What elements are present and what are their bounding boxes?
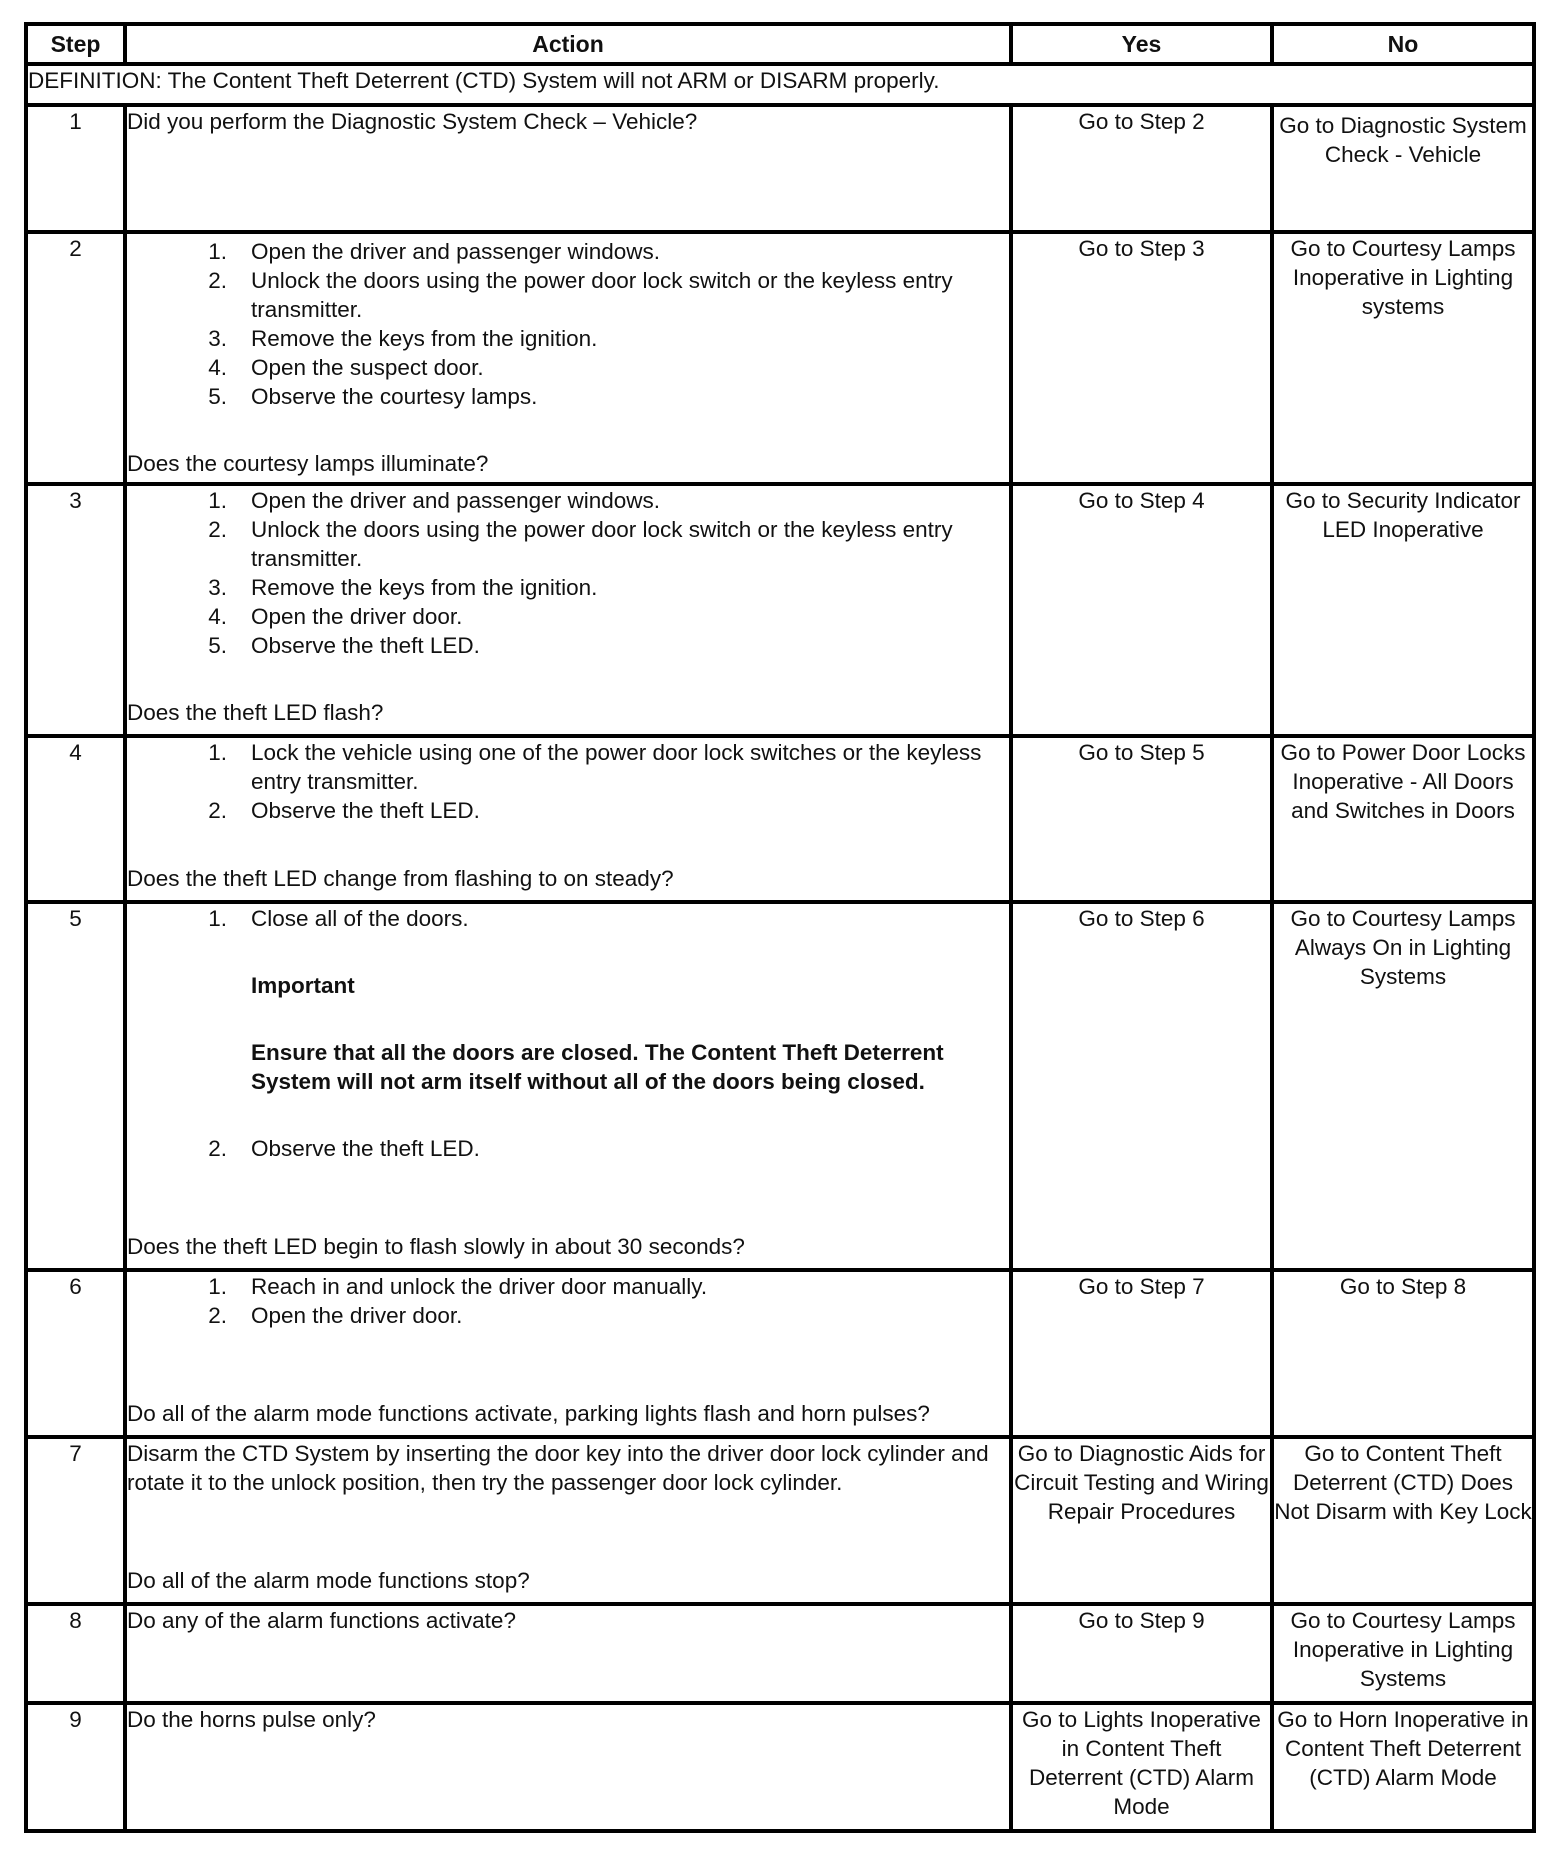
- table-row: [26, 1604, 1534, 1703]
- table-row: [26, 484, 1534, 736]
- header-action: Action: [125, 24, 1011, 64]
- question-text: Did you perform the Diagnostic System Check – Vehicle?: [127, 109, 698, 134]
- step-number: 8: [26, 1604, 125, 1703]
- yes-result: Go to Step 9: [1011, 1604, 1272, 1703]
- yes-result: Go to Lights Inoperative in Content Theft Deterrent (CTD) Alarm Mode: [1011, 1703, 1272, 1831]
- question-text: Does the theft LED change from flashing to on steady?: [127, 866, 674, 891]
- action-cell: [125, 105, 1011, 232]
- question-text: Do all of the alarm mode functions stop?: [127, 1568, 530, 1593]
- action-cell: [125, 1437, 1011, 1604]
- step-number: 5: [26, 902, 125, 1270]
- no-result: Go to Courtesy Lamps Inoperative in Lighting Systems: [1272, 1604, 1534, 1703]
- yes-result: Go to Step 6: [1011, 902, 1272, 1270]
- important-label: Important: [251, 973, 355, 998]
- action-cell: [125, 1604, 1011, 1703]
- list-item: 1. Close all of the doors.: [208, 906, 469, 931]
- action-cell: [125, 902, 1011, 1270]
- no-result: Go to Security Indicator LED Inoperative: [1272, 484, 1534, 736]
- yes-result: Go to Step 3: [1011, 232, 1272, 484]
- action-cell: [125, 484, 1011, 736]
- no-result: Go to Step 8: [1272, 1270, 1534, 1437]
- list-item: 3. Remove the keys from the ignition.: [208, 326, 598, 351]
- important-note: Ensure that all the doors are closed. The Content Theft Deterrent System will not arm itself without all of the doors being closed.: [251, 1040, 944, 1094]
- step-number: 4: [26, 736, 125, 902]
- list-item: 2. Unlock the doors using the power door lock switch or the keyless entry transmitter.: [208, 517, 953, 571]
- step-number: 1: [26, 105, 125, 232]
- list-item: 2. Open the driver door.: [208, 1303, 463, 1328]
- yes-result: Go to Step 5: [1011, 736, 1272, 902]
- list-item: 5. Observe the theft LED.: [208, 633, 480, 658]
- diagnostic-table: [24, 22, 1536, 1833]
- action-cell: [125, 232, 1011, 484]
- action-cell: [125, 1270, 1011, 1437]
- table-row: [26, 1270, 1534, 1437]
- list-item: 2. Unlock the doors using the power door lock switch or the keyless entry transmitter.: [208, 268, 953, 322]
- step-number: 3: [26, 484, 125, 736]
- table-row: [26, 232, 1534, 484]
- definition-row: [26, 64, 1534, 105]
- table-row: [26, 1437, 1534, 1604]
- action-cell: [125, 736, 1011, 902]
- list-item: 4. Open the suspect door.: [208, 355, 484, 380]
- no-result: Go to Diagnostic System Check - Vehicle: [1272, 105, 1534, 232]
- list-item: 1. Open the driver and passenger windows.: [208, 239, 660, 264]
- list-item: 4. Open the driver door.: [208, 604, 463, 629]
- no-result: Go to Power Door Locks Inoperative - All Doors and Switches in Doors: [1272, 736, 1534, 902]
- instruction-text: Disarm the CTD System by inserting the door key into the driver door lock cylinder and rotate it to the unlock position, then try the passenger door lock cylinder.: [127, 1441, 989, 1495]
- list-item: 1. Open the driver and passenger windows.: [208, 488, 660, 513]
- no-result: Go to Courtesy Lamps Inoperative in Lighting systems: [1272, 232, 1534, 484]
- list-item: 1. Reach in and unlock the driver door manually.: [208, 1274, 708, 1299]
- table-row: [26, 736, 1534, 902]
- list-item: 1. Lock the vehicle using one of the power door lock switches or the keyless entry transmitter.: [208, 740, 982, 794]
- yes-result: Go to Step 4: [1011, 484, 1272, 736]
- table-row: [26, 1703, 1534, 1831]
- question-text: Does the theft LED flash?: [127, 700, 384, 725]
- step-number: 7: [26, 1437, 125, 1604]
- list-item: 5. Observe the courtesy lamps.: [208, 384, 538, 409]
- definition-text: DEFINITION: The Content Theft Deterrent (CTD) System will not ARM or DISARM properly.: [26, 64, 1534, 105]
- question-text: Does the theft LED begin to flash slowly in about 30 seconds?: [127, 1234, 745, 1259]
- list-item: 2. Observe the theft LED.: [208, 1136, 480, 1161]
- yes-result: Go to Step 2: [1011, 105, 1272, 232]
- yes-result: Go to Step 7: [1011, 1270, 1272, 1437]
- list-item: 2. Observe the theft LED.: [208, 798, 480, 823]
- no-result: Go to Content Theft Deterrent (CTD) Does Not Disarm with Key Lock: [1272, 1437, 1534, 1604]
- header-row: [26, 24, 1534, 64]
- question-text: Do all of the alarm mode functions activate, parking lights flash and horn pulses?: [127, 1401, 930, 1426]
- question-text: Do the horns pulse only?: [127, 1707, 376, 1732]
- header-step: Step: [26, 24, 125, 64]
- step-number: 9: [26, 1703, 125, 1831]
- diagnostic-document: [24, 22, 1536, 1833]
- step-number: 6: [26, 1270, 125, 1437]
- yes-result: Go to Diagnostic Aids for Circuit Testing and Wiring Repair Procedures: [1011, 1437, 1272, 1604]
- action-cell: [125, 1703, 1011, 1831]
- no-result: Go to Horn Inoperative in Content Theft Deterrent (CTD) Alarm Mode: [1272, 1703, 1534, 1831]
- header-yes: Yes: [1011, 24, 1272, 64]
- no-result: Go to Courtesy Lamps Always On in Lighting Systems: [1272, 902, 1534, 1270]
- list-item: 3. Remove the keys from the ignition.: [208, 575, 598, 600]
- step-number: 2: [26, 232, 125, 484]
- header-no: No: [1272, 24, 1534, 64]
- question-text: Does the courtesy lamps illuminate?: [127, 451, 489, 476]
- table-row: [26, 105, 1534, 232]
- question-text: Do any of the alarm functions activate?: [127, 1608, 516, 1633]
- table-row: [26, 902, 1534, 1270]
